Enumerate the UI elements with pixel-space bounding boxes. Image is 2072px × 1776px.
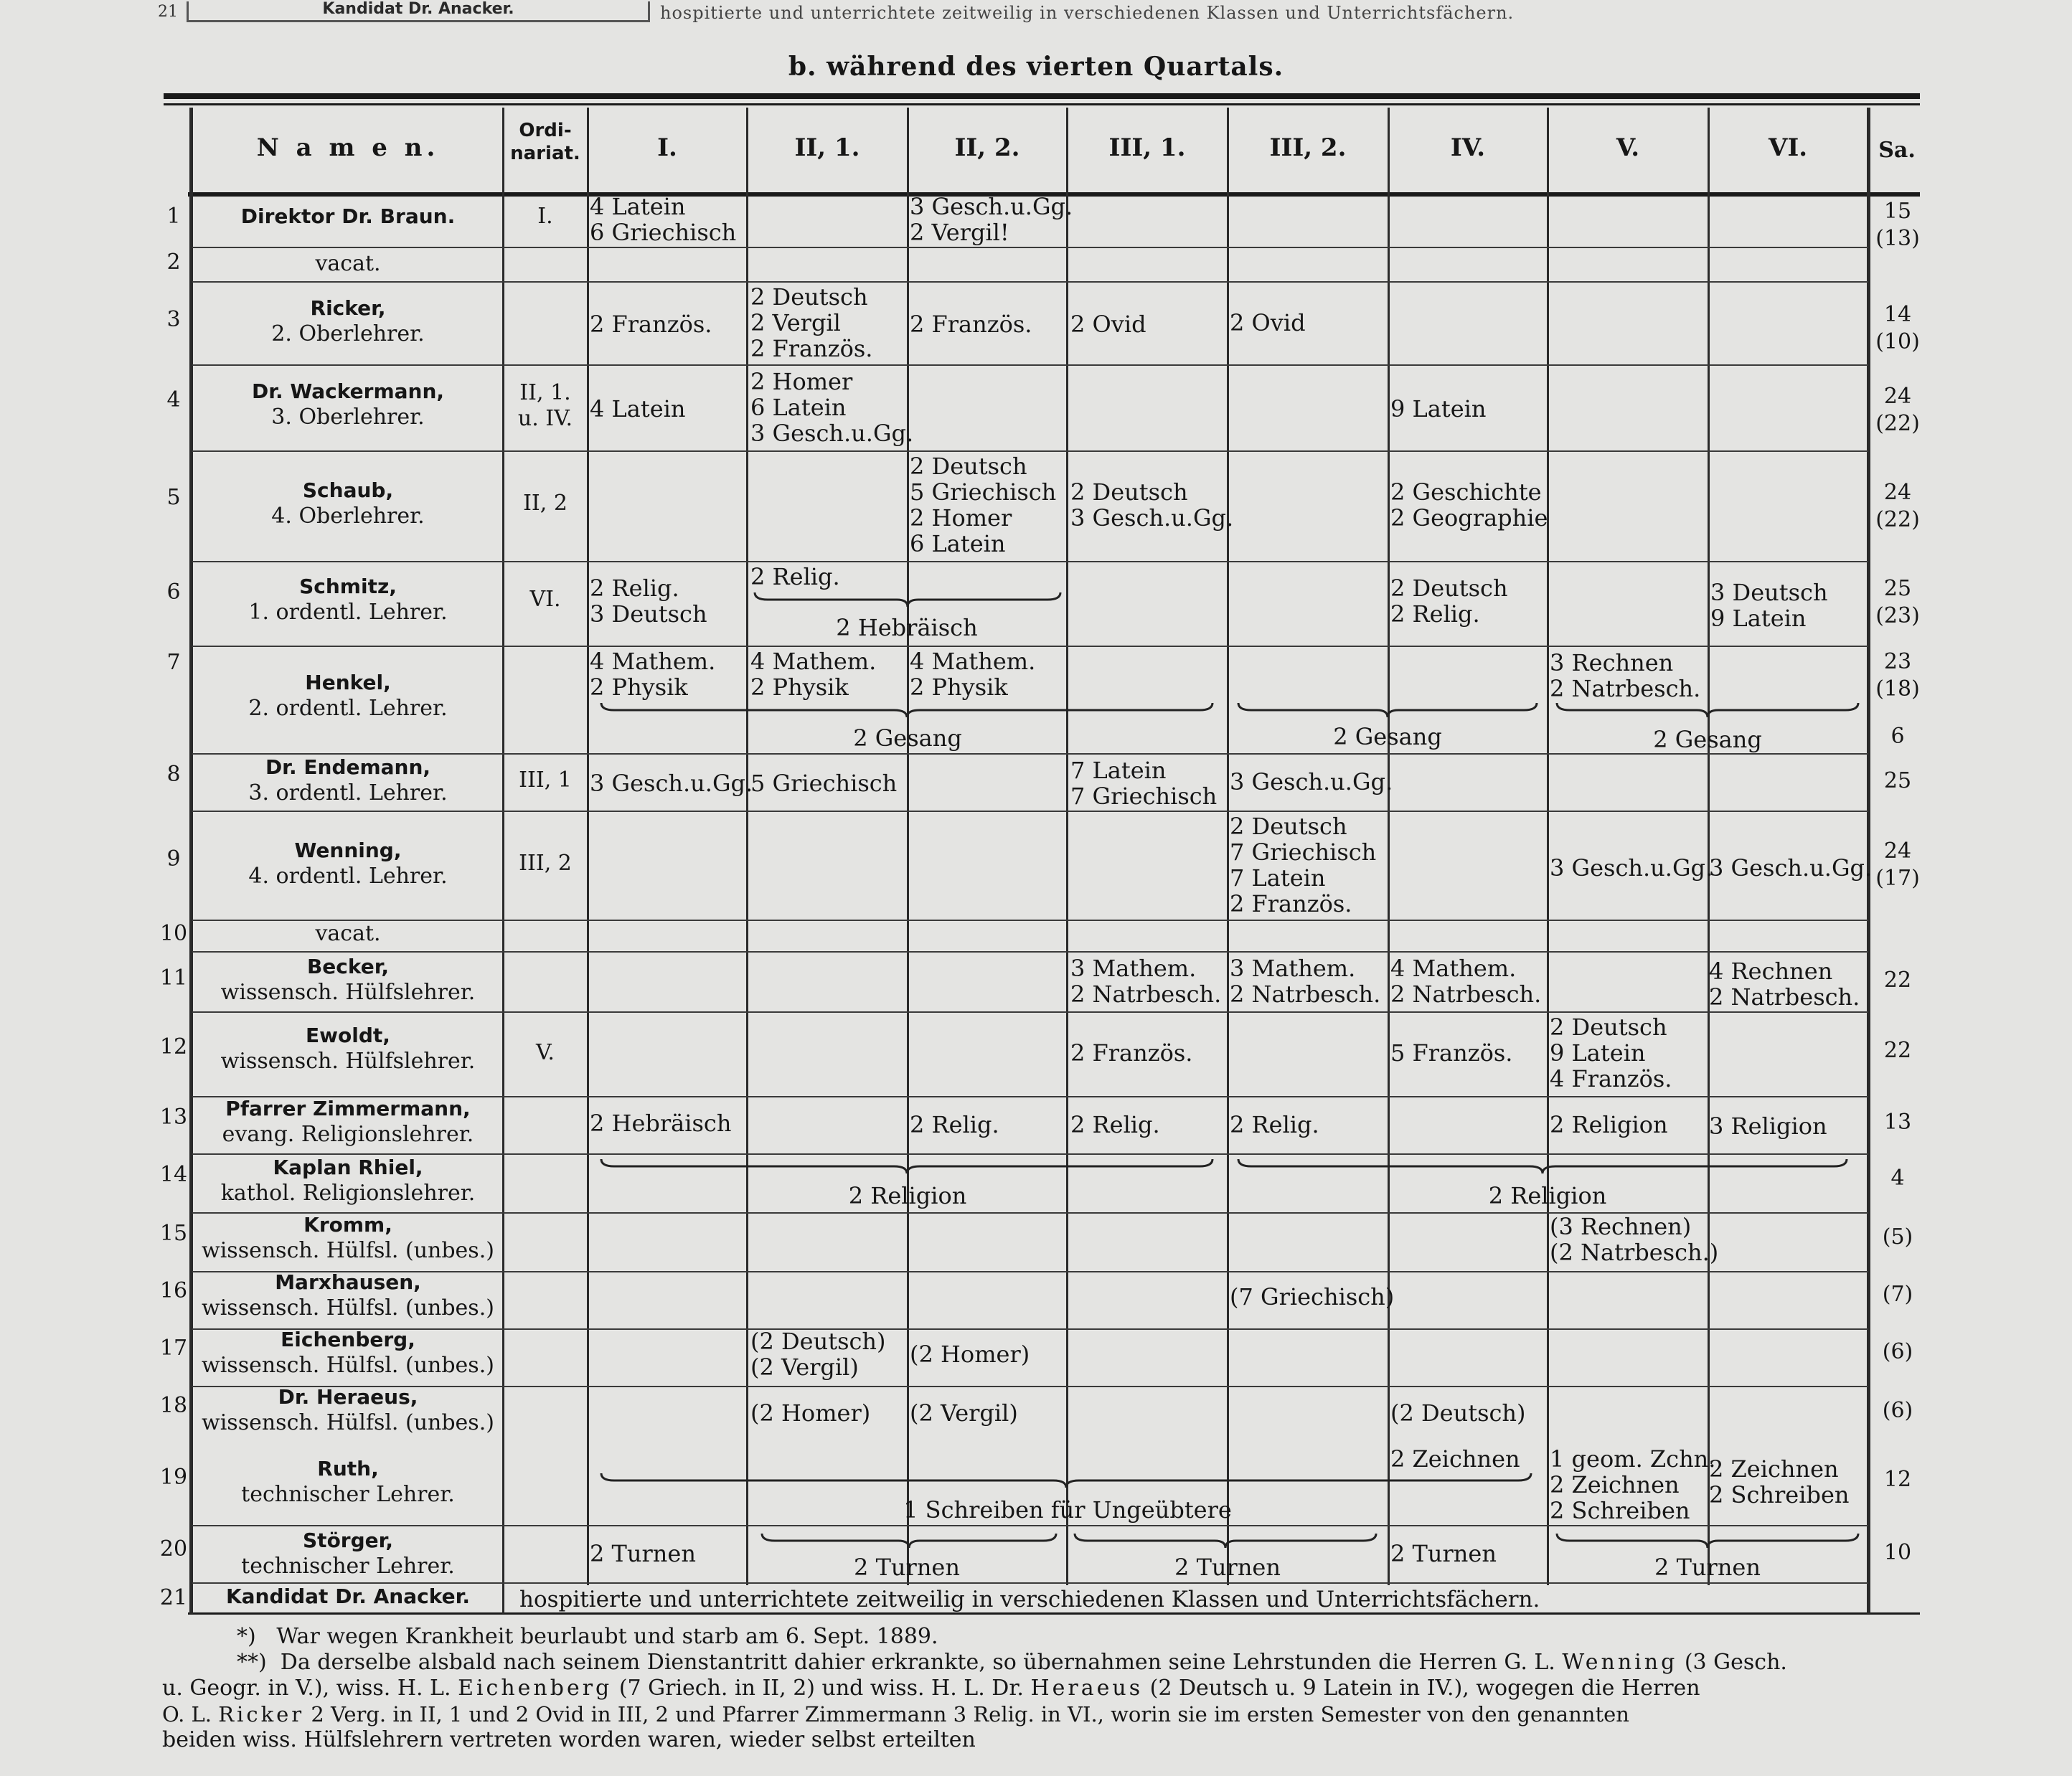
lesson-cell: 2 Relig. 3 Deutsch — [590, 575, 707, 628]
brace — [1073, 1532, 1378, 1549]
lesson-cell: (2 Vergil) — [910, 1399, 1018, 1427]
lesson-cell: 2 Homer 6 Latein 3 Gesch.u.Gg. — [750, 368, 914, 447]
header-class-I: I. — [657, 133, 677, 162]
row-number: 3 — [166, 307, 181, 332]
span-lesson: 1 Schreiben für Ungeübtere — [903, 1496, 1232, 1524]
row-number: 19 — [159, 1465, 188, 1490]
sum: (6) — [1882, 1339, 1913, 1364]
row-number: 17 — [159, 1336, 188, 1361]
header-sa: Sa. — [1878, 138, 1916, 163]
header-class-IV: IV. — [1450, 133, 1486, 162]
lesson-cell: 2 Hebräisch — [590, 1110, 732, 1137]
lesson-cell: 2 Turnen — [590, 1540, 696, 1567]
span-lesson: 2 Turnen — [854, 1554, 960, 1581]
sum: 10 — [1883, 1540, 1912, 1565]
teacher-name: Dr. Heraeus, wissensch. Hülfsl. (unbes.) — [202, 1385, 494, 1435]
teacher-name: Dr. Endemann, 3. ordentl. Lehrer. — [248, 755, 448, 806]
col-line-V — [1708, 108, 1710, 1585]
lesson-cell: 4 Rechnen 2 Natrbesch. — [1709, 958, 1860, 1011]
lesson-cell: 4 Mathem. 2 Physik — [590, 648, 716, 701]
row-sep — [192, 811, 1868, 812]
teacher-name: Marxhausen, wissensch. Hülfsl. (unbes.) — [202, 1270, 494, 1321]
lesson-cell: 4 Latein 6 Griechisch — [590, 193, 737, 246]
ordinariat: II, 1. u. IV. — [517, 380, 573, 431]
bleed-text: hospitierte und unterrichtete zeitweilig in verschiedenen Klassen und Unterrichtsfächern. — [660, 3, 1515, 23]
col-line-I — [746, 108, 748, 1585]
col-line-left — [189, 108, 193, 1614]
sum: 12 — [1883, 1467, 1912, 1492]
ordinariat: II, 2 — [523, 491, 568, 516]
lesson-cell: 2 Deutsch 7 Griechisch 7 Latein 2 Französ. — [1230, 813, 1377, 917]
lesson-cell: 7 Latein 7 Griechisch — [1070, 757, 1218, 810]
row-sep — [192, 364, 1868, 366]
row-sep — [192, 1011, 1868, 1013]
ordinariat: I. — [537, 204, 553, 229]
ordinariat: III, 1 — [519, 767, 572, 793]
row-number: 4 — [166, 387, 181, 412]
sum: 24 (22) — [1875, 480, 1920, 532]
lesson-cell: 2 Französ. — [590, 311, 712, 338]
row-number: 16 — [159, 1278, 188, 1303]
lesson-cell: 3 Gesch.u.Gg. — [590, 770, 753, 797]
lesson-cell: 2 Französ. — [1070, 1039, 1193, 1067]
footnote-2-line3: O. L. Ricker 2 Verg. in II, 1 und 2 Ovid in III, 2 und Pfarrer Zimmermann 3 Relig. in VI., worin sie im ersten Semester von den genannten — [162, 1702, 1629, 1727]
row-sep — [192, 951, 1868, 953]
sum: 23 (18) — [1875, 649, 1920, 702]
brace — [1237, 702, 1538, 719]
lesson-cell: (2 Homer) — [910, 1341, 1030, 1368]
top-rule — [164, 93, 1920, 99]
footnote-2-line2: u. Geogr. in V.), wiss. H. L. Eichenberg (7 Griech. in II, 2) und wiss. H. L. Dr. Heraeus (2 Deutsch u. 9 Latein in IV.), wogegen die Herren — [162, 1676, 1700, 1701]
teacher-name: Pfarrer Zimmermann, evang. Religionslehrer. — [222, 1097, 474, 1147]
col-line-III2 — [1388, 108, 1390, 1585]
header-class-III2: III, 2. — [1269, 133, 1347, 162]
row-number: 13 — [159, 1105, 188, 1130]
lesson-cell: 3 Deutsch 9 Latein — [1710, 579, 1828, 632]
sum: 25 — [1883, 768, 1912, 793]
teacher-name: Direktor Dr. Braun. — [240, 204, 456, 228]
lesson-cell: (2 Deutsch) — [1390, 1399, 1526, 1427]
lesson-cell: 2 Relig. — [1230, 1111, 1319, 1138]
lesson-cell: 4 Mathem. 2 Physik — [750, 648, 877, 701]
lesson-cell: 2 Religion — [1550, 1111, 1668, 1138]
row-sep — [192, 281, 1868, 283]
teacher-name: Ruth, technischer Lehrer. — [241, 1457, 455, 1507]
bleed-row-number: 21 — [158, 3, 178, 21]
row-number: 14 — [159, 1162, 188, 1187]
teacher-name: vacat. — [315, 251, 381, 276]
lesson-cell: 5 Französ. — [1390, 1039, 1513, 1067]
brace — [600, 702, 1214, 719]
sum: 24 (17) — [1875, 839, 1920, 891]
row-number: 12 — [159, 1034, 188, 1059]
row-number: 6 — [166, 580, 181, 605]
sum: 6 — [1890, 724, 1905, 749]
row-number: 15 — [159, 1221, 188, 1246]
teacher-name: Eichenberg, wissensch. Hülfsl. (unbes.) — [202, 1328, 494, 1378]
bleed-name-cell: Kandidat Dr. Anacker. — [187, 1, 650, 22]
brace — [600, 1158, 1214, 1175]
row-number: 20 — [159, 1536, 188, 1562]
sum: 24 (22) — [1875, 384, 1920, 436]
sum: (5) — [1882, 1224, 1913, 1250]
teacher-name: Schaub, 4. Oberlehrer. — [271, 478, 425, 529]
footnote-2: **) Da derselbe alsbald nach seinem Dienstantritt dahier erkrankte, so übernahmen seine Lehrstunden die Herren G. L. Wenning (3 Gesch. — [237, 1650, 1787, 1675]
lesson-cell: 2 Deutsch 3 Gesch.u.Gg. — [1070, 478, 1234, 532]
lesson-cell: 4 Latein — [590, 395, 686, 422]
brace — [760, 1532, 1058, 1549]
teacher-name: Kaplan Rhiel, kathol. Religionslehrer. — [220, 1156, 476, 1206]
header-class-II1: II, 1. — [794, 133, 860, 162]
lesson-cell: 3 Gesch.u.Gg. — [1550, 854, 1713, 882]
teacher-name: Störger, technischer Lehrer. — [241, 1529, 455, 1579]
brace — [1555, 1532, 1860, 1549]
lesson-cell: 3 Gesch.u.Gg. — [1230, 768, 1393, 795]
header-namen: N a m e n. — [256, 133, 440, 162]
row-number: 21 — [159, 1585, 188, 1610]
brace — [1237, 1158, 1848, 1175]
teacher-name: Kandidat Dr. Anacker. — [225, 1584, 471, 1608]
sum: 14 (10) — [1875, 302, 1920, 354]
row-number: 9 — [166, 846, 181, 872]
footnote-1: *) War wegen Krankheit beurlaubt und starb am 6. Sept. 1889. — [237, 1624, 938, 1649]
lesson-cell: 2 Relig. — [1070, 1111, 1160, 1138]
top-rule-thin — [164, 103, 1920, 105]
row-number: 7 — [166, 650, 181, 675]
span-lesson: 2 Religion — [848, 1182, 967, 1209]
lesson-cell: 2 Deutsch 9 Latein 4 Französ. — [1550, 1014, 1672, 1092]
lesson-cell: 2 Zeichnen — [1390, 1445, 1520, 1473]
lesson-cell: 4 Mathem. 2 Physik — [910, 648, 1036, 701]
span-lesson: 2 Religion — [1488, 1182, 1607, 1209]
lesson-cell: 3 Rechnen 2 Natrbesch. — [1550, 649, 1701, 702]
sum: 25 (23) — [1875, 576, 1920, 628]
teacher-name: Dr. Wackermann, 3. Oberlehrer. — [251, 379, 445, 430]
lesson-cell: 9 Latein — [1390, 395, 1487, 422]
lesson-cell: 1 geom. Zchn. 2 Zeichnen 2 Schreiben — [1550, 1445, 1716, 1524]
brace — [1555, 702, 1860, 719]
lesson-cell: (2 Deutsch) (2 Vergil) — [750, 1328, 886, 1381]
col-line-III1 — [1227, 108, 1229, 1585]
lesson-cell: 2 Relig. — [910, 1111, 999, 1138]
lesson-cell: 4 Mathem. 2 Natrbesch. — [1390, 955, 1542, 1008]
lesson-cell: 2 Ovid — [1070, 311, 1146, 338]
col-line-IV — [1547, 108, 1549, 1585]
row-sep — [192, 561, 1868, 562]
row-sep — [192, 1525, 1868, 1526]
teacher-name: Ricker, 2. Oberlehrer. — [271, 296, 425, 346]
lesson-cell: 2 Relig. — [750, 563, 840, 590]
sum: (6) — [1882, 1398, 1913, 1423]
lesson-cell: 5 Griechisch — [750, 770, 898, 797]
lesson-cell: 3 Mathem. 2 Natrbesch. — [1230, 955, 1381, 1008]
lesson-cell: 3 Religion — [1709, 1113, 1827, 1140]
sum: 13 — [1883, 1110, 1912, 1135]
span-lesson: 2 Turnen — [1174, 1554, 1281, 1581]
header-class-V: V. — [1616, 133, 1640, 162]
brace — [753, 591, 1062, 608]
teacher-name: Ewoldt, wissensch. Hülfslehrer. — [220, 1024, 476, 1074]
teacher-name: Wenning, 4. ordentl. Lehrer. — [248, 839, 448, 889]
header-ordinariat: Ordi- nariat. — [510, 120, 580, 164]
row-number: 11 — [159, 965, 188, 991]
lesson-cell: 2 Französ. — [910, 311, 1032, 338]
teacher-name: Becker, wissensch. Hülfslehrer. — [220, 955, 476, 1005]
lesson-cell: 2 Ovid — [1230, 309, 1306, 336]
teacher-name: Kromm, wissensch. Hülfsl. (unbes.) — [202, 1213, 494, 1263]
lesson-cell: 3 Mathem. 2 Natrbesch. — [1070, 955, 1222, 1008]
header-class-II2: II, 2. — [954, 133, 1020, 162]
row-number: 10 — [159, 921, 188, 946]
lesson-cell: 3 Gesch.u.Gg. — [1709, 854, 1873, 882]
row-number: 1 — [166, 204, 181, 229]
col-line-II1 — [907, 108, 909, 1585]
bottom-rule — [188, 1612, 1920, 1615]
footnote-2-line4: beiden wiss. Hülfslehrern vertreten worden waren, wieder selbst erteilten — [162, 1727, 976, 1752]
span-lesson: 2 Hebräisch — [836, 614, 978, 641]
lesson-cell: 2 Deutsch 5 Griechisch 2 Homer 6 Latein — [910, 453, 1057, 557]
span-lesson: 2 Turnen — [1654, 1554, 1761, 1581]
span-lesson: 2 Gesang — [1653, 726, 1762, 753]
row-sep — [192, 646, 1868, 647]
lesson-cell: 2 Turnen — [1390, 1540, 1497, 1567]
span-lesson: 2 Gesang — [1333, 723, 1442, 750]
teacher-name: vacat. — [315, 921, 381, 946]
sum: (7) — [1882, 1282, 1913, 1307]
page-title: b. während des vierten Quartals. — [788, 52, 1284, 82]
span-lesson: hospitierte und unterrichtete zeitweilig in verschiedenen Klassen und Unterrichtsfächern. — [519, 1587, 1540, 1612]
teacher-name: Schmitz, 1. ordentl. Lehrer. — [248, 575, 448, 625]
lesson-cell: (7 Griechisch) — [1230, 1283, 1395, 1310]
ordinariat: III, 2 — [519, 851, 572, 876]
teacher-name: Henkel, 2. ordentl. Lehrer. — [248, 671, 448, 721]
row-number: 18 — [159, 1393, 188, 1418]
row-number: 5 — [166, 485, 181, 510]
row-sep — [192, 247, 1868, 248]
row-sep — [192, 450, 1868, 452]
lesson-cell: (3 Rechnen) (2 Natrbesch.) — [1550, 1213, 1719, 1266]
sum: 4 — [1890, 1166, 1905, 1191]
header-class-III1: III, 1. — [1108, 133, 1186, 162]
header-class-VI: VI. — [1768, 133, 1808, 162]
row-number: 8 — [166, 762, 181, 787]
lesson-cell: 2 Zeichnen 2 Schreiben — [1709, 1455, 1850, 1508]
sum: 22 — [1883, 1038, 1912, 1063]
ordinariat: VI. — [529, 587, 561, 612]
lesson-cell: 2 Deutsch 2 Vergil 2 Französ. — [750, 283, 873, 362]
brace — [600, 1472, 1532, 1489]
previous-page-strip — [143, 0, 2052, 43]
sum: 22 — [1883, 968, 1912, 993]
lesson-cell: (2 Homer) — [750, 1399, 871, 1427]
lesson-cell: 3 Gesch.u.Gg. 2 Vergil! — [910, 193, 1073, 246]
ordinariat: V. — [536, 1040, 555, 1065]
lesson-cell: 2 Deutsch 2 Relig. — [1390, 575, 1508, 628]
row-number: 2 — [166, 250, 181, 275]
col-line-ord — [587, 108, 589, 1585]
sum: 15 (13) — [1875, 199, 1920, 251]
col-line-II2 — [1066, 108, 1068, 1585]
lesson-cell: 2 Geschichte 2 Geographie — [1390, 478, 1548, 532]
span-lesson: 2 Gesang — [853, 724, 962, 752]
